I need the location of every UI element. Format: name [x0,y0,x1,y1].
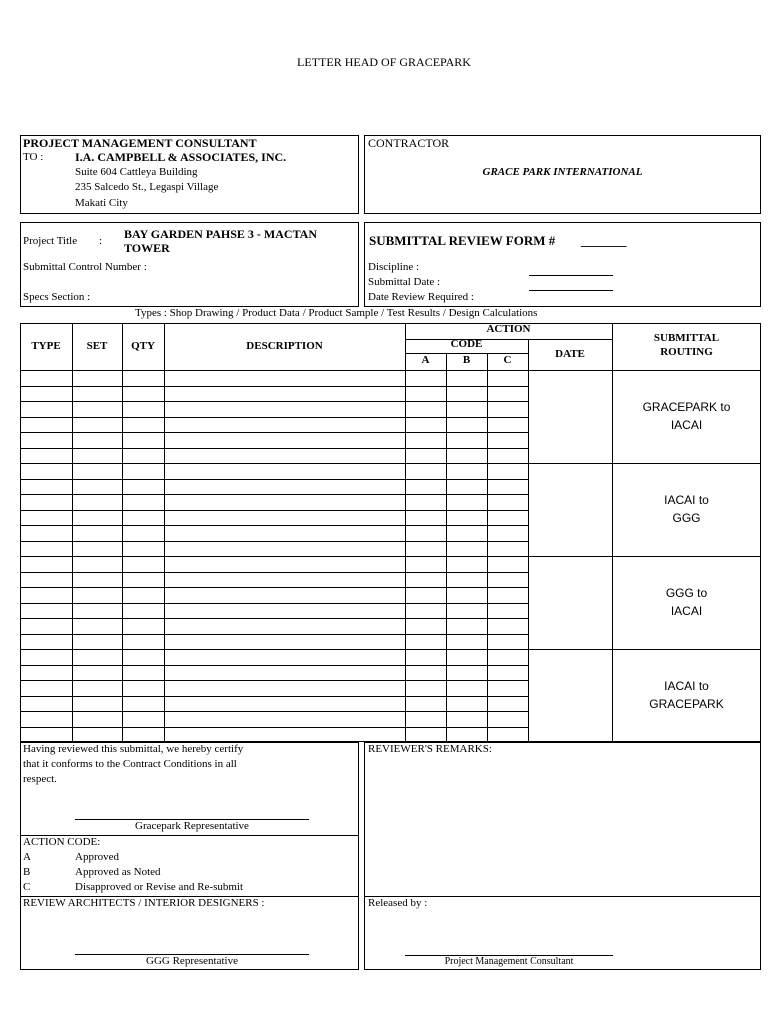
certify-line-2: that it conforms to the Contract Conditions in all [23,758,237,770]
submittal-date-line [529,290,613,291]
table-row-line [20,649,528,650]
action-code-heading: ACTION CODE: [23,836,101,848]
col-code-b: B [462,354,471,366]
table-row-line [20,634,528,635]
specs-section-label: Specs Section : [23,291,91,303]
table-row-line [20,432,528,433]
pmc-address-3: Makati City [75,197,128,209]
project-title-label: Project Title [23,235,78,247]
control-number-label: Submittal Control Number : [23,261,147,273]
project-box [20,222,359,307]
col-code: CODE [450,338,483,350]
table-row-line [20,525,528,526]
table-row-line [20,463,528,464]
table-row-line [20,541,528,542]
action-code-b-text: Approved as Noted [75,866,161,878]
form-number-blank: _______ [581,233,627,248]
gracepark-signatory: Gracepark Representative [135,820,249,832]
col-qty: QTY [131,340,155,352]
date-review-label: Date Review Required : [368,291,474,303]
table-row-line [20,401,528,402]
table-row-line [20,510,528,511]
routing-3-line1: GGG to [665,586,708,600]
col-set: SET [86,340,108,352]
table-row-line [20,556,528,557]
routing-1-line1: GRACEPARK to [642,400,731,414]
table-row-line [20,711,528,712]
col-routing-line1: SUBMITTAL [653,332,720,344]
released-label: Released by : [368,897,428,909]
routing-2-line1: IACAI to [664,493,709,507]
action-code-box [20,835,359,897]
certify-box [20,742,359,836]
table-row-line [20,572,528,573]
project-title-line1: BAY GARDEN PAHSE 3 - MACTAN [124,227,318,241]
action-code-c-text: Disapproved or Revise and Re-submit [75,881,244,893]
contractor-name: GRACE PARK INTERNATIONAL [482,166,643,178]
remarks-label: REVIEWER'S REMARKS: [368,743,492,755]
routing-4-line1: IACAI to [664,679,709,693]
table-row-line [20,680,528,681]
pmc-address-1: Suite 604 Cattleya Building [75,166,198,178]
routing-4-line2: GRACEPARK [649,697,724,711]
col-code-c: C [503,354,512,366]
table-row-line [20,479,528,480]
table-row-line [20,448,528,449]
form-title: SUBMITTAL REVIEW FORM # [369,233,556,248]
routing-3-line2: IACAI [670,604,703,618]
pmc-signatory: Project Management Consultant [444,956,574,967]
contractor-label: CONTRACTOR [368,136,450,150]
action-code-c: C [23,881,31,893]
routing-2-line2: GGG [672,511,701,525]
table-row-line [20,587,528,588]
released-box [364,896,761,970]
certify-line-3: respect. [23,773,57,785]
review-architects-box [20,896,359,970]
action-code-a-text: Approved [75,851,119,863]
action-code-b: B [23,866,31,878]
table-row-line [20,603,528,604]
form-box [364,222,761,307]
col-code-a: A [421,354,430,366]
contractor-box [364,135,761,214]
remarks-box [364,742,761,897]
col-description: DESCRIPTION [246,340,323,352]
table-row-line [20,618,528,619]
pmc-company: I.A. CAMPBELL & ASSOCIATES, INC. [75,150,287,164]
table-row-line [20,696,528,697]
pmc-heading: PROJECT MANAGEMENT CONSULTANT [23,136,257,150]
col-routing-line2: ROUTING [660,346,713,358]
submittal-date-label: Submittal Date : [368,276,441,288]
review-architects-label: REVIEW ARCHITECTS / INTERIOR DESIGNERS : [23,897,265,909]
discipline-label: Discipline : [368,261,420,273]
project-title-line2: TOWER [124,241,170,255]
ggg-signatory: GGG Representative [146,955,238,967]
pmc-address-2: 235 Salcedo St., Legaspi Village [75,181,219,193]
routing-1-line2: IACAI [670,418,703,432]
to-label: TO : [23,151,44,163]
letterhead: LETTER HEAD OF GRACEPARK [297,55,471,69]
col-action: ACTION [486,323,531,335]
project-title-colon: : [99,235,103,247]
table-row-line [20,494,528,495]
col-date: DATE [555,348,585,360]
col-type: TYPE [31,340,61,352]
pmc-box [20,135,359,214]
action-code-a: A [23,851,31,863]
certify-line-1: Having reviewed this submittal, we hereby certify [23,743,244,755]
types-line: Types : Shop Drawing / Product Data / Product Sample / Test Results / Design Calculations [135,307,538,319]
table-row-line [20,727,528,728]
table-row-line [20,386,528,387]
table-row-line [20,665,528,666]
table-row-line [20,417,528,418]
discipline-line [529,275,613,276]
